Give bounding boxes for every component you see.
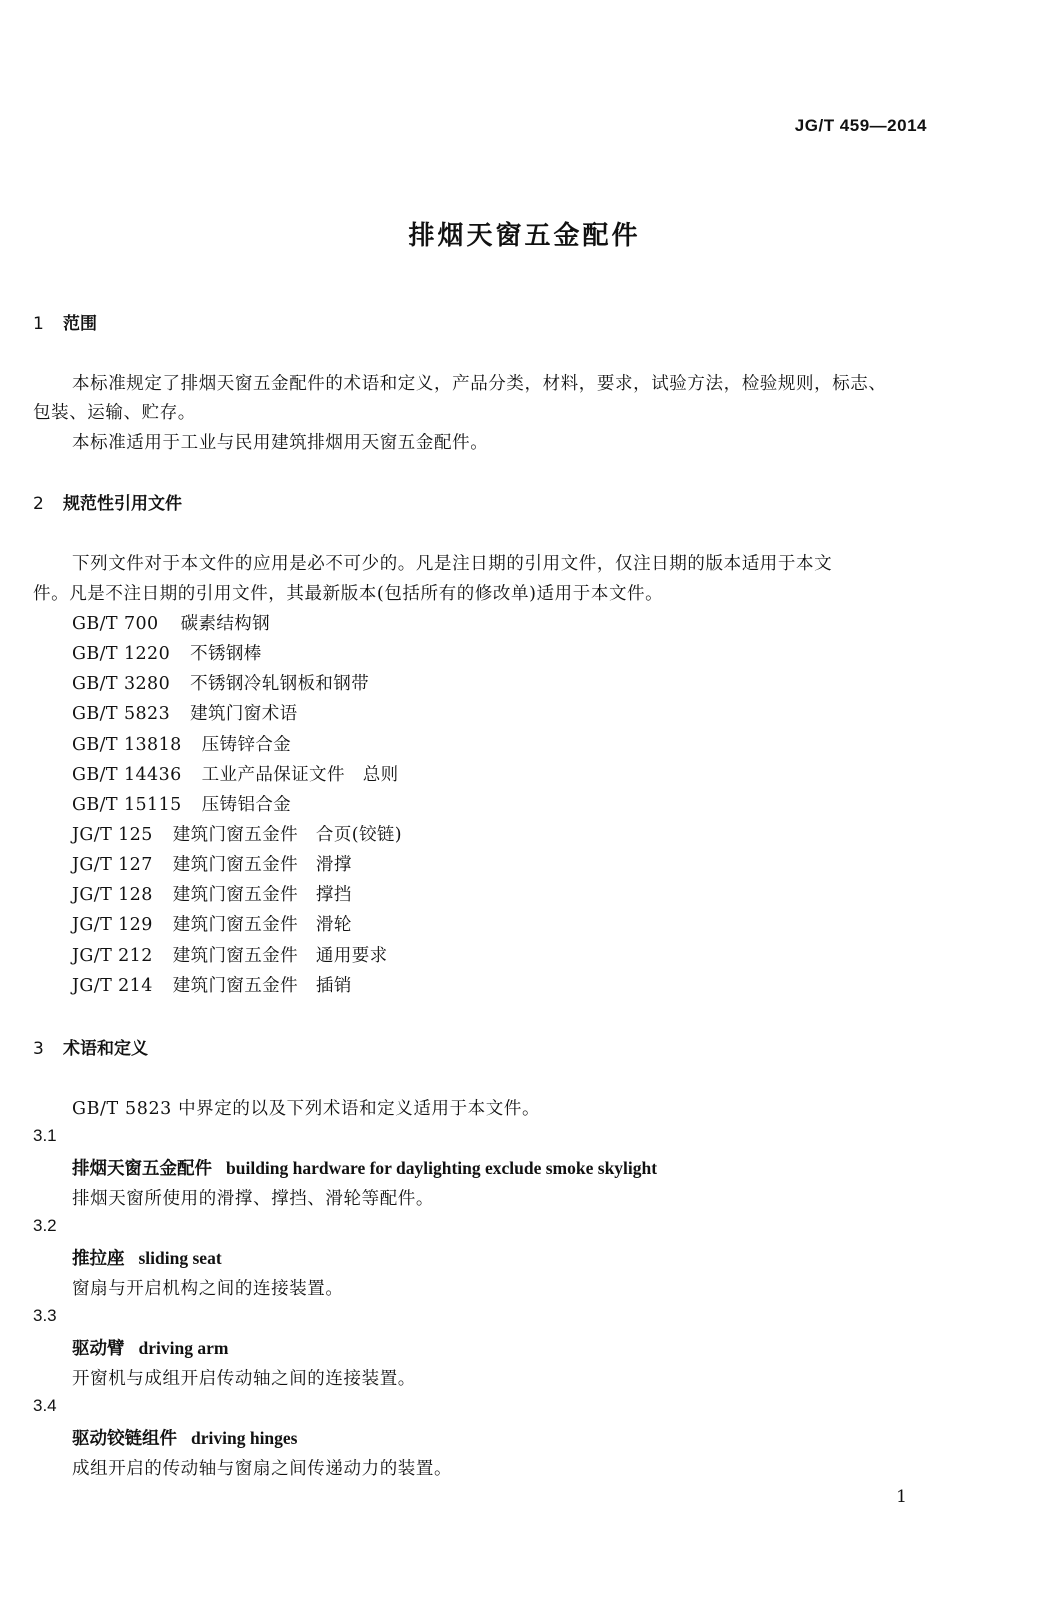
scope-paragraph-2: 本标准适用于工业与民用建筑排烟用天窗五金配件。 [72, 433, 489, 453]
reference-code: GB/T 14436 [72, 765, 182, 785]
reference-title: 压铸铝合金 [201, 795, 292, 815]
clause-number: 3.1 [33, 1126, 57, 1145]
term-cn: 推拉座 [72, 1249, 125, 1269]
term-definition: 开窗机与成组开启传动轴之间的连接装置。 [72, 1369, 416, 1389]
reference-code: GB/T 700 [72, 614, 159, 634]
reference-title: 不锈钢冷轧钢板和钢带 [190, 674, 370, 694]
section-heading-references [33, 489, 182, 514]
reference-title: 工业产品保证文件 总则 [201, 765, 399, 785]
reference-item [72, 972, 352, 997]
page-title: 排烟天窗五金配件 [408, 221, 641, 251]
reference-code: GB/T 3280 [72, 674, 171, 694]
reference-item [72, 791, 291, 816]
reference-code: JG/T 125 [72, 825, 153, 845]
term-cn: 排烟天窗五金配件 [72, 1159, 212, 1179]
section-title: 术语和定义 [63, 1039, 148, 1059]
term-entry [72, 1425, 298, 1450]
reference-title: 建筑门窗术语 [190, 704, 298, 724]
reference-code: JG/T 128 [72, 885, 153, 905]
reference-title: 不锈钢棒 [190, 644, 262, 664]
section-title: 规范性引用文件 [63, 494, 182, 514]
term-en: building hardware for daylighting exclude smoke skylight [226, 1158, 658, 1178]
reference-title: 建筑门窗五金件 通用要求 [172, 946, 388, 966]
reference-item [72, 610, 270, 635]
reference-code: GB/T 13818 [72, 735, 182, 755]
term-cn: 驱动臂 [72, 1339, 125, 1359]
reference-title: 建筑门窗五金件 滑撑 [172, 855, 352, 875]
reference-title: 建筑门窗五金件 撑挡 [172, 885, 352, 905]
reference-title: 压铸锌合金 [201, 735, 292, 755]
reference-item [72, 851, 352, 876]
term-en: driving hinges [191, 1428, 298, 1448]
reference-code: JG/T 214 [72, 976, 153, 996]
reference-item [72, 670, 369, 695]
reference-code: JG/T 127 [72, 855, 153, 875]
reference-item [72, 761, 399, 786]
reference-item [72, 640, 262, 665]
reference-title: 建筑门窗五金件 插销 [172, 976, 352, 996]
section-heading-scope [33, 309, 97, 334]
clause-number: 3.2 [33, 1216, 57, 1235]
page-number: 1 [896, 1487, 907, 1507]
term-definition: 成组开启的传动轴与窗扇之间传递动力的装置。 [72, 1459, 453, 1479]
reference-code: JG/T 212 [72, 946, 153, 966]
standard-number: JG/T 459—2014 [794, 116, 927, 135]
term-definition: 排烟天窗所使用的滑撑、撑挡、滑轮等配件。 [72, 1189, 434, 1209]
reference-item [72, 881, 352, 906]
section-title: 范围 [63, 314, 97, 334]
reference-item [72, 821, 402, 846]
reference-item [72, 942, 388, 967]
term-en: sliding seat [138, 1248, 222, 1268]
term-entry [72, 1335, 228, 1360]
terms-intro: GB/T 5823 中界定的以及下列术语和定义适用于本文件。 [72, 1099, 541, 1119]
section-number: 1 [33, 314, 44, 334]
references-intro-line1: 下列文件对于本文件的应用是必不可少的。凡是注日期的引用文件，仅注日期的版本适用于本文 [72, 554, 833, 574]
term-en: driving arm [138, 1338, 229, 1358]
reference-title: 建筑门窗五金件 合页(铰链) [172, 825, 402, 845]
term-entry [72, 1245, 222, 1270]
reference-code: GB/T 15115 [72, 795, 182, 815]
reference-code: JG/T 129 [72, 915, 153, 935]
section-number: 2 [33, 494, 44, 514]
reference-item [72, 700, 298, 725]
reference-title: 建筑门窗五金件 滑轮 [172, 915, 352, 935]
reference-item [72, 911, 352, 936]
clause-number: 3.4 [33, 1396, 57, 1415]
term-definition: 窗扇与开启机构之间的连接装置。 [72, 1279, 344, 1299]
reference-code: GB/T 1220 [72, 644, 171, 664]
section-heading-terms [33, 1034, 148, 1059]
scope-paragraph-line2: 包装、运输、贮存。 [33, 403, 196, 423]
reference-title: 碳素结构钢 [180, 614, 271, 634]
reference-item [72, 731, 291, 756]
reference-code: GB/T 5823 [72, 704, 171, 724]
term-entry [72, 1155, 657, 1180]
section-number: 3 [33, 1039, 44, 1059]
clause-number: 3.3 [33, 1306, 57, 1325]
references-intro-line2: 件。凡是不注日期的引用文件，其最新版本(包括所有的修改单)适用于本文件。 [33, 584, 664, 604]
term-cn: 驱动铰链组件 [72, 1429, 177, 1449]
scope-paragraph-line1: 本标准规定了排烟天窗五金配件的术语和定义，产品分类，材料，要求，试验方法，检验规则，标志、 [72, 374, 887, 394]
